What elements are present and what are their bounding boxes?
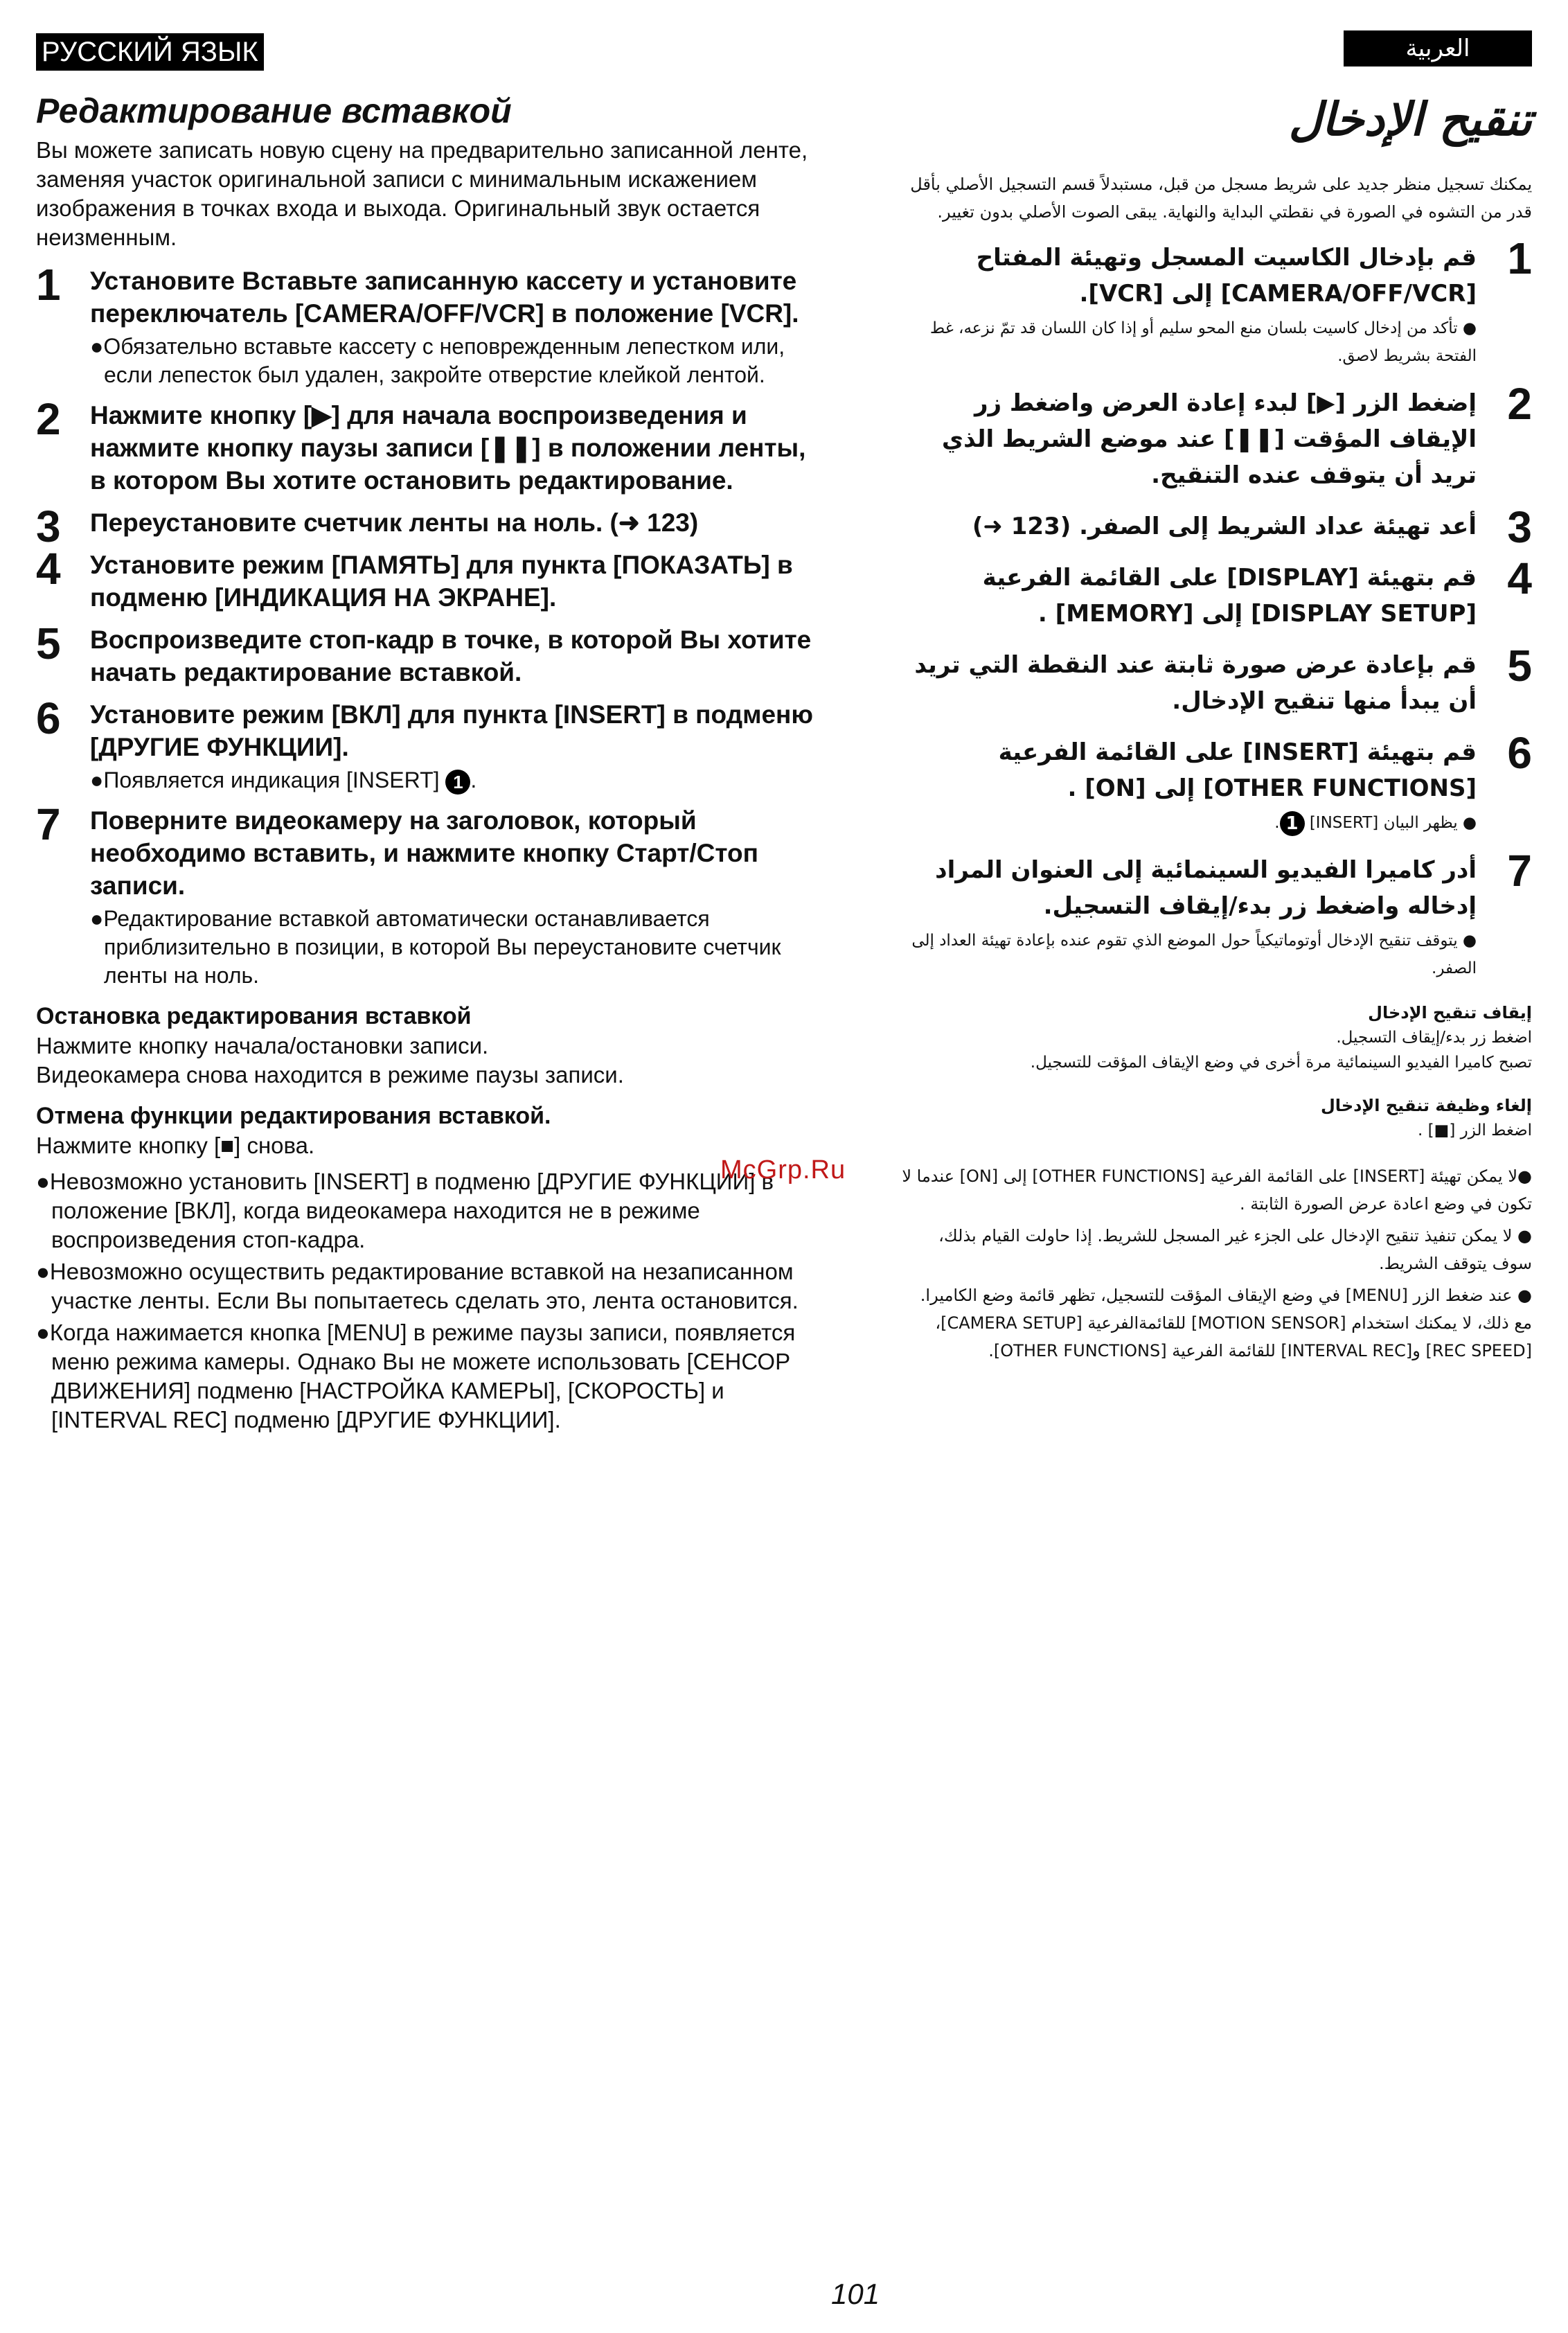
russian-column xyxy=(36,90,819,1435)
ar-step-7 xyxy=(900,846,1532,982)
ru-step-1 xyxy=(36,260,819,389)
ru-step-number: 2 xyxy=(36,394,61,444)
page-number: 101 xyxy=(831,2278,880,2310)
ru-intro: Вы можете записать новую сцену на предварительно записанной ленте, заменяя участок оригинальной записи с минимальным искажением изображения в точках входа и выхода. Оригинальный звук остается неизменным. xyxy=(36,137,808,250)
ar-cancel-heading: إلغاء وظيفة تنقيح الإدخال xyxy=(1320,1096,1532,1115)
ar-step-number: 5 xyxy=(1507,641,1532,691)
language-badge-arabic: العربية xyxy=(1344,30,1532,66)
ar-bullet-2: ● لا يمكن تنفيذ تنقيح الإدخال على الجزء غير المسجل للشريط. إذا حاولت القيام بذلك، سوف يتوقف الشريط. xyxy=(938,1226,1532,1273)
ru-step-number: 3 xyxy=(36,502,61,551)
ar-step-number: 1 xyxy=(1507,233,1532,283)
ru-step-2 xyxy=(36,394,819,497)
ru-step-text: Воспроизведите стоп-кадр в точке, в которой Вы хотите начать редактирование вставкой. xyxy=(90,626,812,686)
ru-stop-text-2: Видеокамера снова находится в режиме паузы записи. xyxy=(36,1062,624,1088)
ar-step-text: قم بتهيئة [DISPLAY] على القائمة الفرعية [DISPLAY SETUP] إلى [MEMORY] . xyxy=(982,564,1477,628)
ru-step-text: Установите Вставьте записанную кассету и установите переключатель [CAMERA/OFF/VCR] в положение [VCR]. xyxy=(90,267,799,328)
ru-cancel-heading: Отмена функции редактирования вставкой. xyxy=(36,1103,551,1129)
ar-page-title: تنقيح الإدخال xyxy=(1288,93,1532,146)
ar-step-text: قم بإعادة عرض صورة ثابتة عند النقطة التي تريد أن يبدأ منها تنقيح الإدخال. xyxy=(914,651,1477,715)
callout-number-icon: 1 xyxy=(445,770,470,795)
ru-step-note: ●Появляется индикация [INSERT] 1 . xyxy=(90,766,819,795)
ru-stop-text-1: Нажмите кнопку начала/остановки записи. xyxy=(36,1033,489,1058)
ru-step-number: 1 xyxy=(36,260,61,310)
ar-intro: يمكنك تسجيل منظر جديد على شريط مسجل من قبل، مستبدلاً قسم التسجيل الأصلي بأقل قدر من التشوه في الصورة في نقطتي البداية والنهاية. يبقى الصوت الأصلي بدون تغيير. xyxy=(910,175,1532,222)
ru-step-text: Нажмите кнопку [▶] для начала воспроизведения и нажмите кнопку паузы записи [❚❚] в положении ленты, в котором Вы хотите остановить редактирование. xyxy=(90,401,806,495)
ar-step-note: ● يتوقف تنقيح الإدخال أوتوماتيكياً حول الموضع الذي تقوم عنده بإعادة تهيئة العداد إلى الصفر. xyxy=(911,932,1477,977)
ru-step-5 xyxy=(36,619,819,689)
ru-step-text: Установите режим [ВКЛ] для пункта [INSERT] в подменю [ДРУГИЕ ФУНКЦИИ]. xyxy=(90,700,813,761)
ru-step-note: ●Редактирование вставкой автоматически останавливается приблизительно в позиции, в которой Вы переустановите счетчик ленты на ноль. xyxy=(90,906,781,988)
ar-step-text: أدر كاميرا الفيديو السينمائية إلى العنوان المراد إدخاله واضغط زر بدء/إيقاف التسجيل. xyxy=(935,856,1477,920)
ar-step-1 xyxy=(900,233,1532,370)
ru-step-3 xyxy=(36,502,819,551)
ar-bullet-3: ● عند ضغط الزر [MENU] في وضع الإيقاف المؤقت للتسجيل، تظهر قائمة وضع الكاميرا. مع ذلك، لا يمكنك استخدام [MOTION SENSOR] للقائمةالفرعية [CAMERA SETUP]، [REC SPEED] و[INTERVAL REC] للقائمة الفرعية [OTHER FUNCTIONS]. xyxy=(920,1286,1532,1360)
language-badge-russian: РУССКИЙ ЯЗЫК xyxy=(36,33,264,71)
ru-step-number: 4 xyxy=(36,544,61,594)
ar-step-text: إضغط الزر [▶] لبدء إعادة العرض واضغط زر الإيقاف المؤقت [❚❚] عند موضع الشريط الذي تريد أن يتوقف عنده التنقيح. xyxy=(941,389,1477,489)
ru-step-text: Поверните видеокамеру на заголовок, который необходимо вставить, и нажмите кнопку Старт/Стоп записи. xyxy=(90,806,758,900)
ru-step-4 xyxy=(36,544,819,614)
ru-bullet-1: ●Невозможно установить [INSERT] в подменю [ДРУГИЕ ФУНКЦИИ] в положение [ВКЛ], когда видеокамера находится не в режиме воспроизведения стоп-кадра. xyxy=(36,1169,774,1252)
ru-note-text: ●Появляется индикация [INSERT] xyxy=(90,768,440,792)
ar-step-number: 3 xyxy=(1507,502,1532,552)
arabic-column xyxy=(900,90,1532,1365)
ar-step-4 xyxy=(900,553,1532,632)
ar-step-text: قم بتهيئة [INSERT] على القائمة الفرعية [OTHER FUNCTIONS] إلى [ON] . xyxy=(998,738,1477,802)
ar-step-number: 4 xyxy=(1507,553,1532,603)
ar-step-3 xyxy=(900,502,1532,552)
ru-page-title: Редактирование вставкой xyxy=(36,91,512,130)
ar-stop-heading: إيقاف تنقيح الإدخال xyxy=(1368,1003,1532,1022)
watermark: McGrp.Ru xyxy=(720,1155,846,1185)
ar-step-6 xyxy=(900,728,1532,837)
ar-bullet-1: ●لا يمكن تهيئة [INSERT] على القائمة الفرعية [OTHER FUNCTIONS] إلى [ON] عندما لا تكون في وضع اعادة عرض الصورة الثابتة . xyxy=(902,1166,1532,1214)
ru-bullet-3: ●Когда нажимается кнопка [MENU] в режиме паузы записи, появляется меню режима камеры. Однако Вы не можете использовать [СЕНСОР ДВИЖЕНИЯ] подменю [НАСТРОЙКА КАМЕРЫ], [СКОРОСТЬ] и [INTERVAL REC] подменю [ДРУГИЕ ФУНКЦИИ]. xyxy=(36,1320,796,1432)
ru-step-number: 7 xyxy=(36,799,61,849)
ar-stop-text-1: اضغط زر بدء/إيقاف التسجيل. xyxy=(1336,1029,1532,1047)
ar-stop-text-2: تصبح كاميرا الفيديو السينمائية مرة أخرى في وضع الإيقاف المؤقت للتسجيل. xyxy=(1030,1054,1532,1072)
ar-note-text: ● يظهر البيان [INSERT] xyxy=(1309,814,1477,832)
ru-cancel-text: Нажмите кнопку [■] снова. xyxy=(36,1133,315,1158)
ar-step-text: أعد تهيئة عداد الشريط إلى الصفر. (123 ➜) xyxy=(972,513,1477,540)
ru-stop-heading: Остановка редактирования вставкой xyxy=(36,1003,472,1029)
ru-step-7 xyxy=(36,799,819,990)
ar-step-number: 6 xyxy=(1507,728,1532,778)
ar-step-number: 7 xyxy=(1507,846,1532,896)
ar-step-note: ● يظهر البيان [INSERT] 1. xyxy=(900,809,1477,837)
ar-step-text: قم بإدخال الكاسيت المسجل وتهيئة المفتاح [CAMERA/OFF/VCR] إلى [VCR]. xyxy=(976,244,1477,308)
ru-step-text: Переустановите счетчик ленты на ноль. (➜ 123) xyxy=(90,508,699,537)
ar-step-5 xyxy=(900,641,1532,719)
callout-number-icon: 1 xyxy=(1280,811,1305,836)
ru-step-6 xyxy=(36,693,819,795)
ru-bullet-2: ●Невозможно осуществить редактирование вставкой на незаписанном участке ленты. Если Вы попытаетесь сделать это, лента остановится. xyxy=(36,1259,799,1313)
ru-step-text: Установите режим [ПАМЯТЬ] для пункта [ПОКАЗАТЬ] в подменю [ИНДИКАЦИЯ НА ЭКРАНЕ]. xyxy=(90,551,793,612)
ar-step-number: 2 xyxy=(1507,379,1532,429)
ru-step-number: 6 xyxy=(36,693,61,743)
ru-step-note: ●Обязательно вставьте кассету с неповрежденным лепестком или, если лепесток был удален, закройте отверстие клейкой лентой. xyxy=(90,334,785,387)
ar-cancel-text: اضغط الزر [■] . xyxy=(1418,1121,1532,1139)
ar-step-note: ● تأكد من إدخال كاسيت بلسان منع المحو سليم أو إذا كان اللسان قد تمّ نزعه، غط الفتحة بشريط لاصق. xyxy=(929,319,1477,365)
ar-step-2 xyxy=(900,379,1532,493)
ru-step-number: 5 xyxy=(36,619,61,668)
